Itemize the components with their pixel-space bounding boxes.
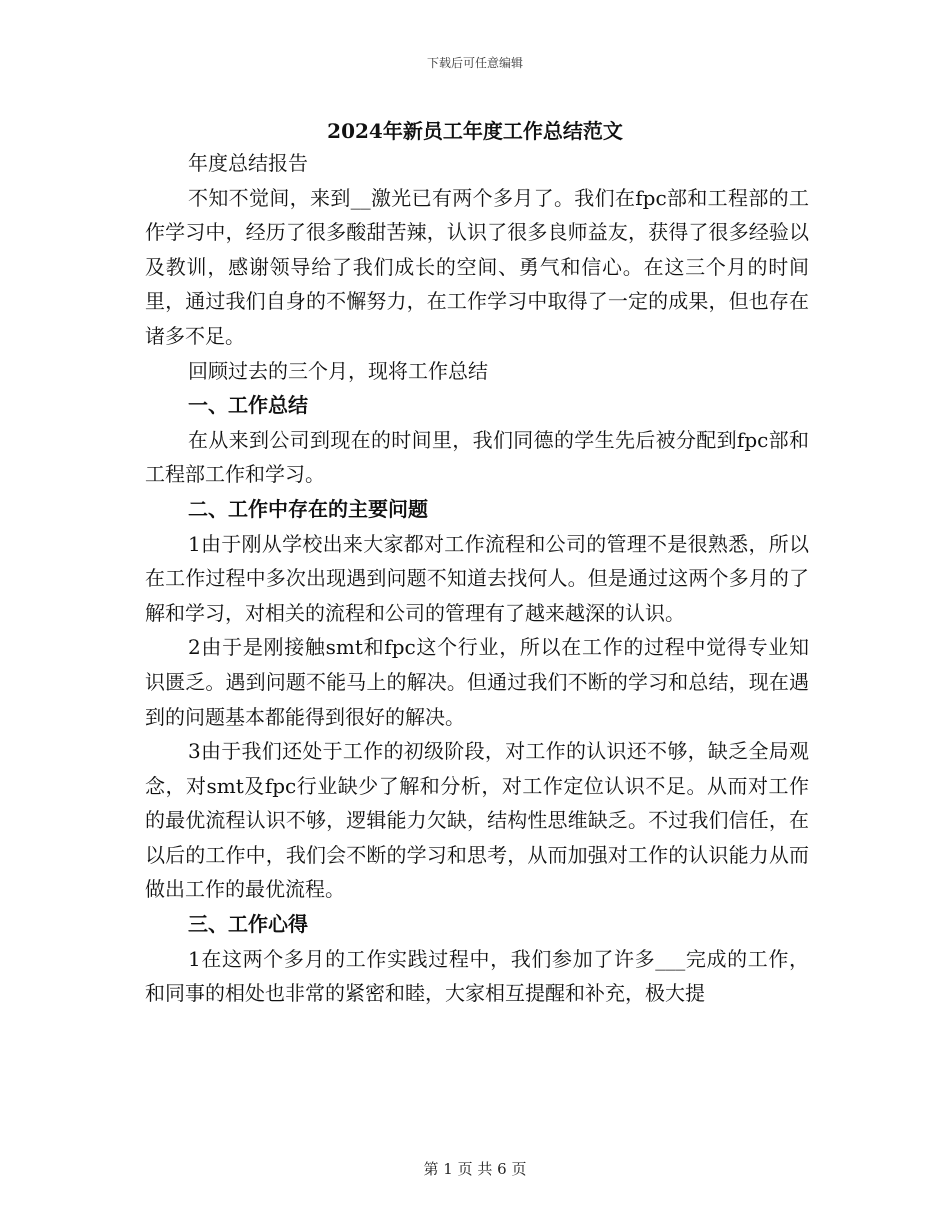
paragraph-opening: 不知不觉间，来到__激光已有两个多月了。我们在fpc部和工程部的工作学习中，经历了很多酸甜苦辣，认识了很多良师益友，获得了很多经验以及教训，感谢领导给了我们成长的空间、勇气和信心。在这三个月的时间里，通过我们自身的不懈努力，在工作学习中取得了一定的成果，但也存在诸多不足。: [145, 185, 809, 348]
paragraph-problem-3: 3由于我们还处于工作的初级阶段，对工作的认识还不够，缺乏全局观念，对smt及fpc行业缺少了解和分析，对工作定位认识不足。从而对工作的最优流程认识不够，逻辑能力欠缺，结构性思维缺乏。不过我们信任，在以后的工作中，我们会不断的学习和思考，从而加强对工作的认识能力从而做出工作的最优流程。: [145, 739, 809, 902]
paragraph-experience-1: 1在这两个多月的工作实践过程中，我们参加了许多___完成的工作，和同事的相处也非常的紧密和睦，大家相互提醒和补充，极大提: [145, 946, 809, 1006]
section-heading-experience: 三、工作心得: [188, 912, 308, 937]
document-title: 2024年新员工年度工作总结范文: [327, 119, 623, 143]
paragraph-work-summary: 在从来到公司到现在的时间里，我们同德的学生先后被分配到fpc部和工程部工作和学习。: [145, 427, 809, 487]
document-body: [145, 146, 809, 1011]
page-number: 第 1 页 共 6 页: [423, 1160, 527, 1178]
section-heading-main-problems: 二、工作中存在的主要问题: [188, 496, 428, 521]
paragraph-intro-label: 年度总结报告: [188, 151, 308, 175]
paragraph-problem-1: 1由于刚从学校出来大家都对工作流程和公司的管理不是很熟悉，所以在工作过程中多次出现遇到问题不知道去找何人。但是通过这两个多月的了解和学习，对相关的流程和公司的管理有了越来越深的认识。: [145, 531, 809, 625]
section-heading-work-summary: 一、工作总结: [188, 393, 308, 418]
page-header-note: 下载后可任意编辑: [426, 56, 523, 70]
paragraph-problem-2: 2由于是刚接触smt和fpc这个行业，所以在工作的过程中觉得专业知识匮乏。遇到问题不能马上的解决。但通过我们不断的学习和总结，现在遇到的问题基本都能得到很好的解决。: [145, 635, 809, 729]
paragraph-review: 回顾过去的三个月，现将工作总结: [188, 358, 488, 383]
